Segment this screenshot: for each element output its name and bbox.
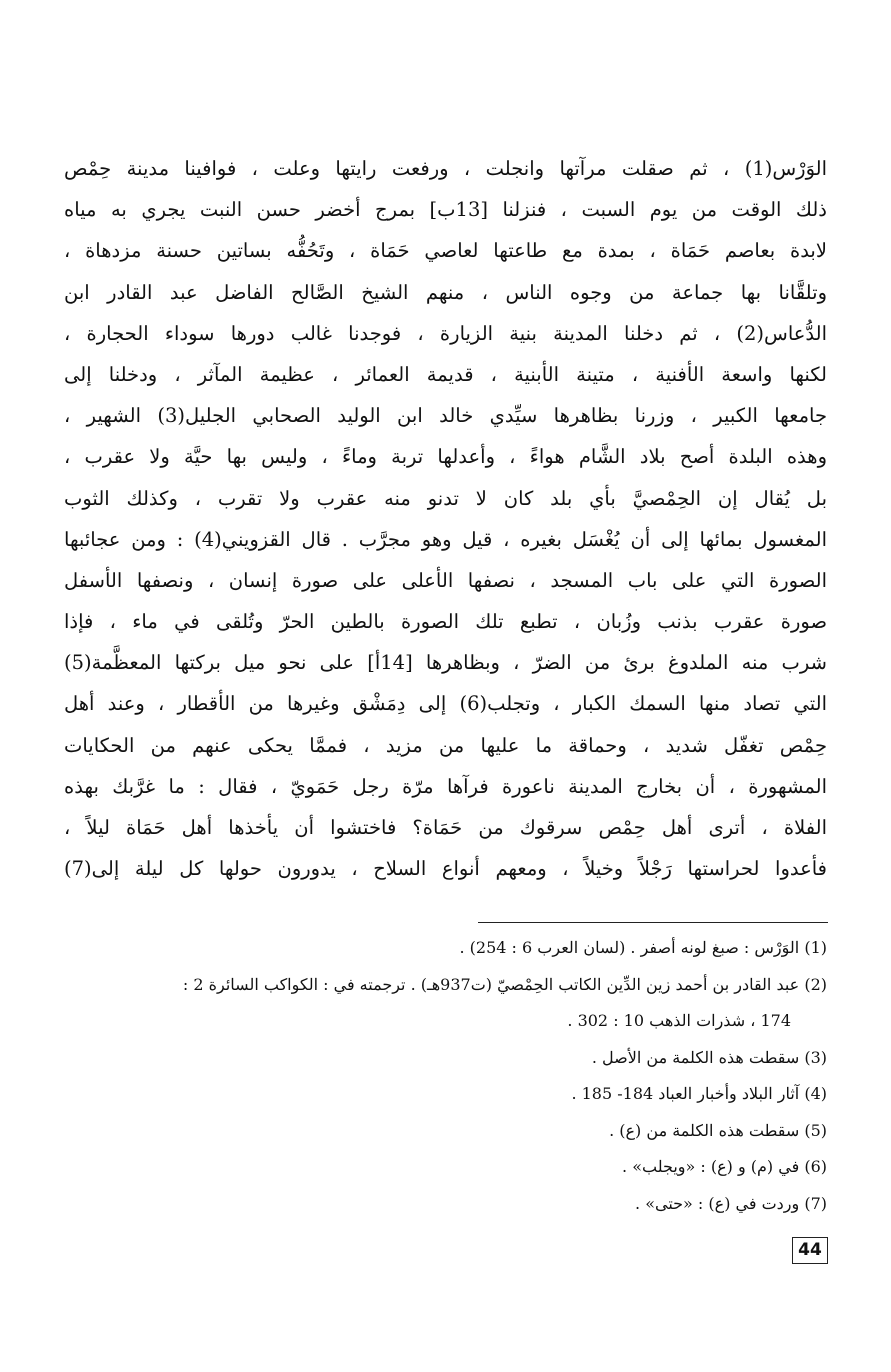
footnote-3: (3) سقطت هذه الكلمة من الأصل . [591,1047,827,1067]
footnote-2: (2) عبد القادر بن أحمد زين الدِّين الكاتب الحِمْصيّ (ت937هـ) . ترجمته في : الكواكب السائرة 2 : [182,974,827,994]
footnote-2-continued: 174 ، شذرات الذهب 10 : 302 . [567,1011,791,1030]
text-line: الوَرْس(1) ، ثم صقلت مرآتها وانجلت ، ورفعت رايتها وعلت ، فوافينا مدينة حِمْص [64,157,827,180]
text-line: الدُّعاس(2) ، ثم دخلنا المدينة بنية الزيارة ، فوجدنا غالب دورها سوداء الحجارة ، [64,321,827,345]
text-line: لكنها واسعة الأفنية ، متينة الأبنية ، قديمة العمائر ، عظيمة المآثر ، ودخلنا إلى [64,362,827,386]
footnote-4: (4) آثار البلاد وأخبار العباد 184- 185 . [571,1084,827,1103]
footnote-6: (6) في (م) و (ع) : «ويجلب» . [622,1157,827,1176]
main-text [64,148,827,889]
text-line: المغسول بمائها إلى أن يُغْسَل بغيره ، قيل وهو مجرَّب . قال القزويني(4) : ومن عجائبها [64,527,827,551]
text-line: وهذه البلدة أصح بلاد الشَّام هواءً ، وأعدلها تربة وماءً ، وليس بها حيَّة ولا عقرب ، [64,445,827,469]
text-line: بل يُقال إن الحِمْصيَّ بأي بلد كان لا تدنو منه عقرب ولا تقرب ، وكذلك الثوب [64,486,827,510]
text-line: ذلك الوقت من يوم السبت ، فنزلنا [13ب] بمرج أخضر حسن النبت يجري به مياه [64,198,827,222]
footnote-5: (5) سقطت هذه الكلمة من (ع) . [609,1120,827,1140]
text-line: شرب منه الملدوغ برئ من الضرّ ، وبظاهرها [14أ] على نحو ميل بركتها المعظَّمة(5) [64,651,827,675]
text-line: وتلقَّانا بها جماعة من وجوه الناس ، منهم الشيخ الصَّالح الفاضل عبد القادر ابن [64,280,827,304]
text-line: صورة عقرب بذنب وزُبان ، تطبع تلك الصورة بالطين الحرّ وتُلقى في ماء ، فإذا [64,610,827,634]
footnote-1: (1) الوَرْس : صبغ لونه أصفر . (لسان العرب 6 : 254) . [459,938,827,957]
text-line: جامعها الكبير ، وزرنا بظاهرها سيِّدي خالد ابن الوليد الصحابي الجليل(3) الشهير ، [64,404,827,428]
footnotes [64,930,827,1222]
text-line: الصورة التي على باب المسجد ، نصفها الأعلى على صورة إنسان ، ونصفها الأسفل [64,568,827,592]
text-line: الفلاة ، أترى أهل حِمْص سرقوك من حَمَاة؟ فاختشوا أن يأخذها أهل حَمَاة ليلاً ، [64,816,827,839]
text-line: فأعدوا لحراستها رَجْلاً وخيلاً ، ومعهم أنواع السلاح ، يدورون حولها كل ليلة إلى(7) [64,857,827,881]
text-line: المشهورة ، أن بخارج المدينة ناعورة فرآها مرّة رجل حَمَويّ ، فقال : ما غرَّبك بهذه [64,774,827,798]
text-line: لابدة بعاصم حَمَاة ، بمدة مع طاعتها لعاصي حَمَاة ، وتَحُفُّه بساتين حسنة مزدهاة ، [64,239,827,263]
footnote-separator [478,922,828,923]
text-line: حِمْص تغفّل شديد ، وحماقة ما عليها من مزيد ، فممَّا يحكى عنهم من الحكايات [64,733,827,757]
page-number: 44 [792,1237,828,1264]
text-line: التي تصاد منها السمك الكبار ، وتجلب(6) إلى دِمَشْق وغيرها من الأقطار ، وعند أهل [64,692,827,716]
footnote-7: (7) وردت في (ع) : «حتى» . [635,1193,827,1213]
